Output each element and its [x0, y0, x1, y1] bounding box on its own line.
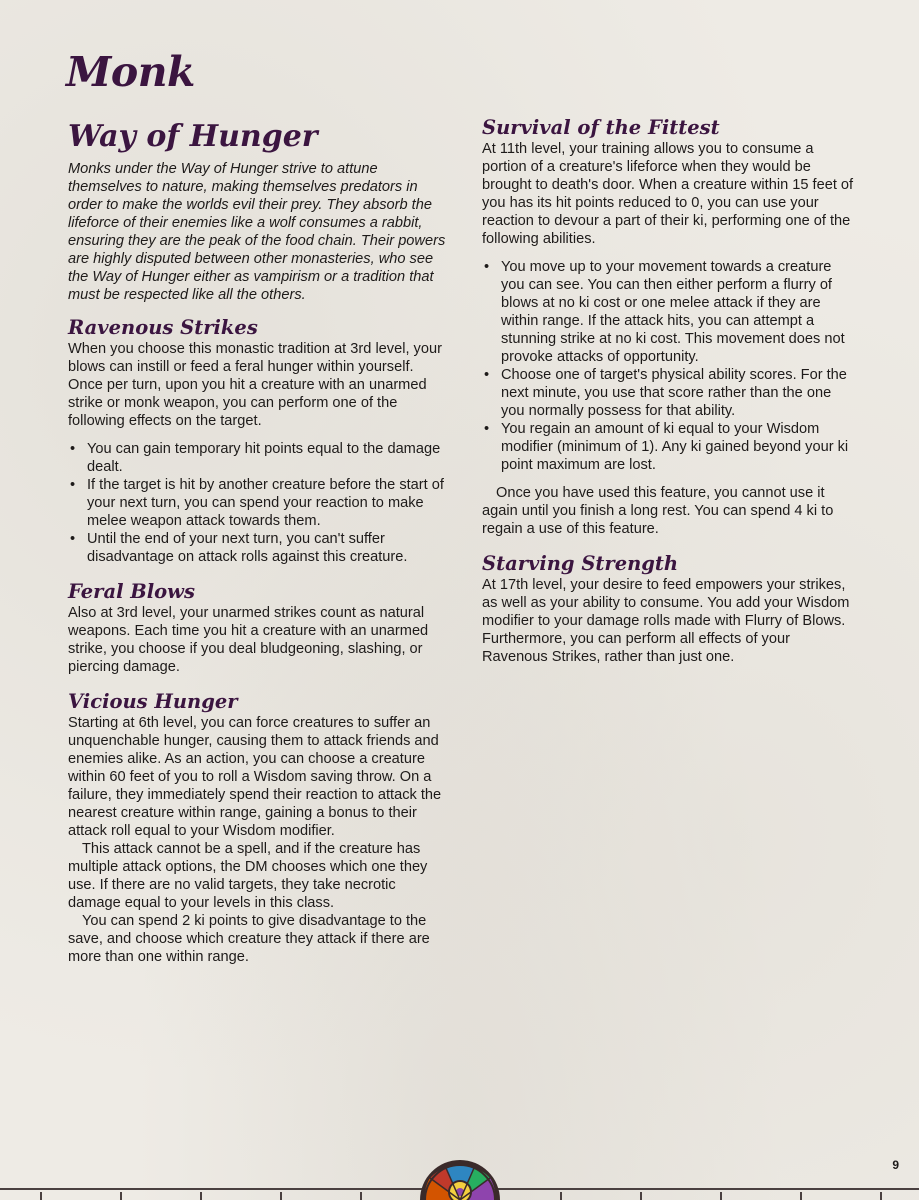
- page-title: Monk: [66, 48, 195, 96]
- section-starving: [482, 552, 854, 666]
- vicious-hunger-heading: Vicious Hunger: [68, 690, 238, 713]
- survival-after: Once you have used this feature, you cannot use it again until you finish a long rest. You can spend 4 ki to regain a use of this feature.: [482, 485, 834, 537]
- starving-text: At 17th level, your desire to feed empowers your strikes, as well as your ability to consume. You add your Wisdom modifier to your damage rolls made with Flurry of Blows. Furthermore, you can perform all effects of your Ravenous Strikes, rather than just one.: [482, 577, 850, 665]
- survival-list: [482, 258, 854, 474]
- list-item: • You regain an amount of ki equal to your Wisdom modifier (minimum of 1). Any ki gained beyond your ki point maximum are lost.: [501, 420, 854, 474]
- section-vicious-hunger: [68, 690, 448, 966]
- ravenous-strikes-text: When you choose this monastic tradition at 3rd level, your blows can instill or feed a feral hunger within yourself. Once per turn, upon you hit a creature with an unarmed strike or monk weapon, you can perform one of the following effects on the target.: [68, 341, 442, 429]
- vicious-hunger-p1: Starting at 6th level, you can force creatures to suffer an unquenchable hunger, causing them to attack friends and enemies alike. As an action, you can choose a creature within 60 feet of you to roll a Wisdom saving throw. On a failure, they immediately spend their reaction to attack the nearest creature within range, gaining a bonus to their attack roll equal to your Wisdom modifier.: [68, 715, 442, 839]
- list-item: • You move up to your movement towards a creature you can see. You can then either perform a flurry of blows at no ki cost or one melee attack if they are within range. If the attack hits, you can attempt a stunning strike at no ki cost. This movement does not provoke attacks of opportunity.: [501, 258, 854, 366]
- feral-blows-text: Also at 3rd level, your unarmed strikes count as natural weapons. Each time you hit a creature with an unarmed strike, you choose if you deal bludgeoning, slashing, or piercing damage.: [68, 605, 429, 675]
- stained-glass-window-icon: [416, 1148, 504, 1200]
- list-item: • If the target is hit by another creature before the start of your next turn, you can spend your reaction to make melee weapon attack towards them.: [87, 476, 448, 530]
- page-number: 9: [892, 1158, 899, 1172]
- vicious-hunger-p2: This attack cannot be a spell, and if the creature has multiple attack options, the DM chooses which one they use. If there are no valid targets, they take necrotic damage equal to your levels in this class.: [68, 841, 428, 911]
- list-item: • Choose one of target's physical ability scores. For the next minute, you use that score rather than the one you normally possess for that ability.: [501, 366, 854, 420]
- ravenous-strikes-heading: Ravenous Strikes: [68, 316, 258, 339]
- left-column: [68, 118, 448, 980]
- survival-heading: Survival of the Fittest: [482, 116, 720, 139]
- list-item: • You can gain temporary hit points equal to the damage dealt.: [87, 440, 448, 476]
- list-item: • Until the end of your next turn, you can't suffer disadvantage on attack rolls against this creature.: [87, 530, 448, 566]
- right-column: [482, 116, 854, 680]
- feral-blows-heading: Feral Blows: [68, 580, 195, 603]
- starving-heading: Starving Strength: [482, 552, 679, 575]
- vicious-hunger-p3: You can spend 2 ki points to give disadvantage to the save, and choose which creature they attack if there are more than one within range.: [68, 913, 430, 965]
- subclass-title: Way of Hunger: [68, 119, 318, 154]
- ravenous-strikes-list: [68, 440, 448, 566]
- section-ravenous-strikes: [68, 316, 448, 566]
- section-survival: [482, 116, 854, 538]
- subclass-intro: Monks under the Way of Hunger strive to attune themselves to nature, making themselves predators in order to make the worlds evil their prey. They absorb the lifeforce of their enemies like a wolf consumes a rabbit, ensuring they are the peak of the food chain. Their powers are highly disputed between other monasteries, who see the Way of Hunger either as vampirism or a tradition that must be respected like all the others.: [68, 161, 446, 303]
- survival-text: At 11th level, your training allows you to consume a portion of a creature's lifeforce when they would be brought to death's door. When a creature within 15 feet of you has its hit points reduced to 0, you can use your reaction to devour a part of their ki, performing one of the following abilities.: [482, 141, 854, 247]
- section-feral-blows: [68, 580, 448, 676]
